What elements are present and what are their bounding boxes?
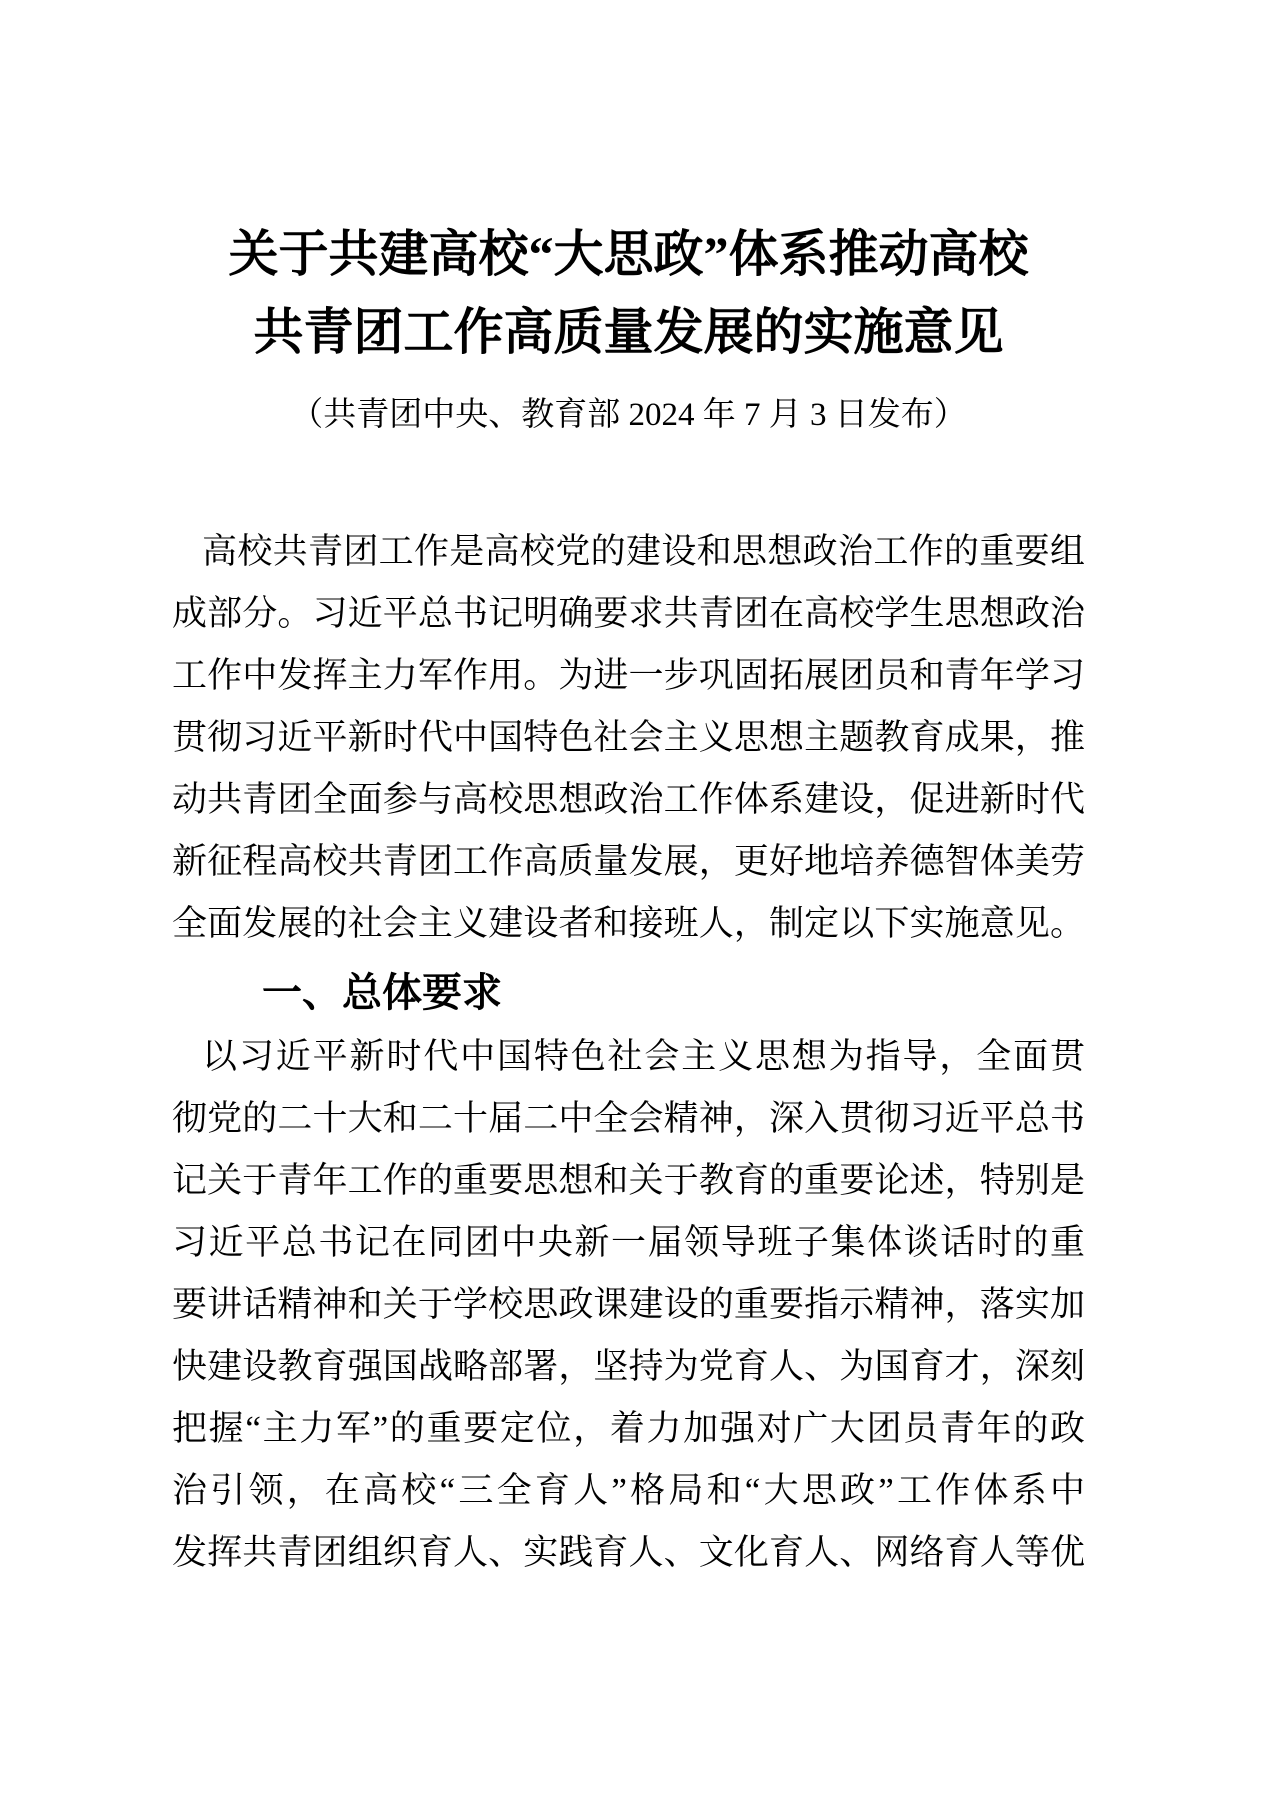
section-1-paragraph-line: 以习近平新时代中国特色社会主义思想为指导，全面贯: [202, 1037, 1085, 1076]
section-1-paragraph: [172, 1026, 1085, 1584]
intro-paragraph-line: 工作中发挥主力军作用。为进一步巩固拓展团员和青年学习: [172, 656, 1085, 695]
intro-paragraph-line: 成部分。习近平总书记明确要求共青团在高校学生思想政治: [172, 594, 1085, 633]
section-1-paragraph-line: 记关于青年工作的重要思想和关于教育的重要论述，特别是: [172, 1161, 1085, 1200]
intro-paragraph-line: 动共青团全面参与高校思想政治工作体系建设，促进新时代: [172, 780, 1085, 819]
intro-paragraph-line: 新征程高校共青团工作高质量发展，更好地培养德智体美劳: [172, 842, 1085, 881]
section-1-paragraph-line: 彻党的二十大和二十届二中全会精神，深入贯彻习近平总书: [172, 1099, 1085, 1138]
section-1-paragraph-line: 要讲话精神和关于学校思政课建设的重要指示精神，落实加: [172, 1285, 1085, 1324]
section-1-heading: 一、总体要求: [262, 971, 502, 1015]
intro-paragraph-line: 全面发展的社会主义建设者和接班人，制定以下实施意见。: [172, 904, 1085, 943]
intro-paragraph: [172, 521, 1085, 955]
section-1-paragraph-line: 习近平总书记在同团中央新一届领导班子集体谈话时的重: [172, 1223, 1085, 1262]
document-title-line-1: 关于共建高校“大思政”体系推动高校: [228, 226, 1029, 282]
intro-paragraph-line: 高校共青团工作是高校党的建设和思想政治工作的重要组: [202, 532, 1085, 571]
intro-paragraph-line: 贯彻习近平新时代中国特色社会主义思想主题教育成果，推: [172, 718, 1085, 757]
document-subtitle: （共青团中央、教育部 2024 年 7 月 3 日发布）: [290, 397, 967, 433]
document-body: [172, 0, 1085, 1584]
section-1-paragraph-line: 把握“主力军”的重要定位，着力加强对广大团员青年的政: [172, 1409, 1085, 1448]
section-1-paragraph-line: 快建设教育强国战略部署，坚持为党育人、为国育才，深刻: [172, 1347, 1085, 1386]
section-1-paragraph-line: 治引领，在高校“三全育人”格局和“大思政”工作体系中: [172, 1471, 1085, 1510]
section-1-paragraph-line: 发挥共青团组织育人、实践育人、文化育人、网络育人等优: [172, 1533, 1085, 1572]
document-title-line-2: 共青团工作高质量发展的实施意见: [253, 304, 1004, 360]
